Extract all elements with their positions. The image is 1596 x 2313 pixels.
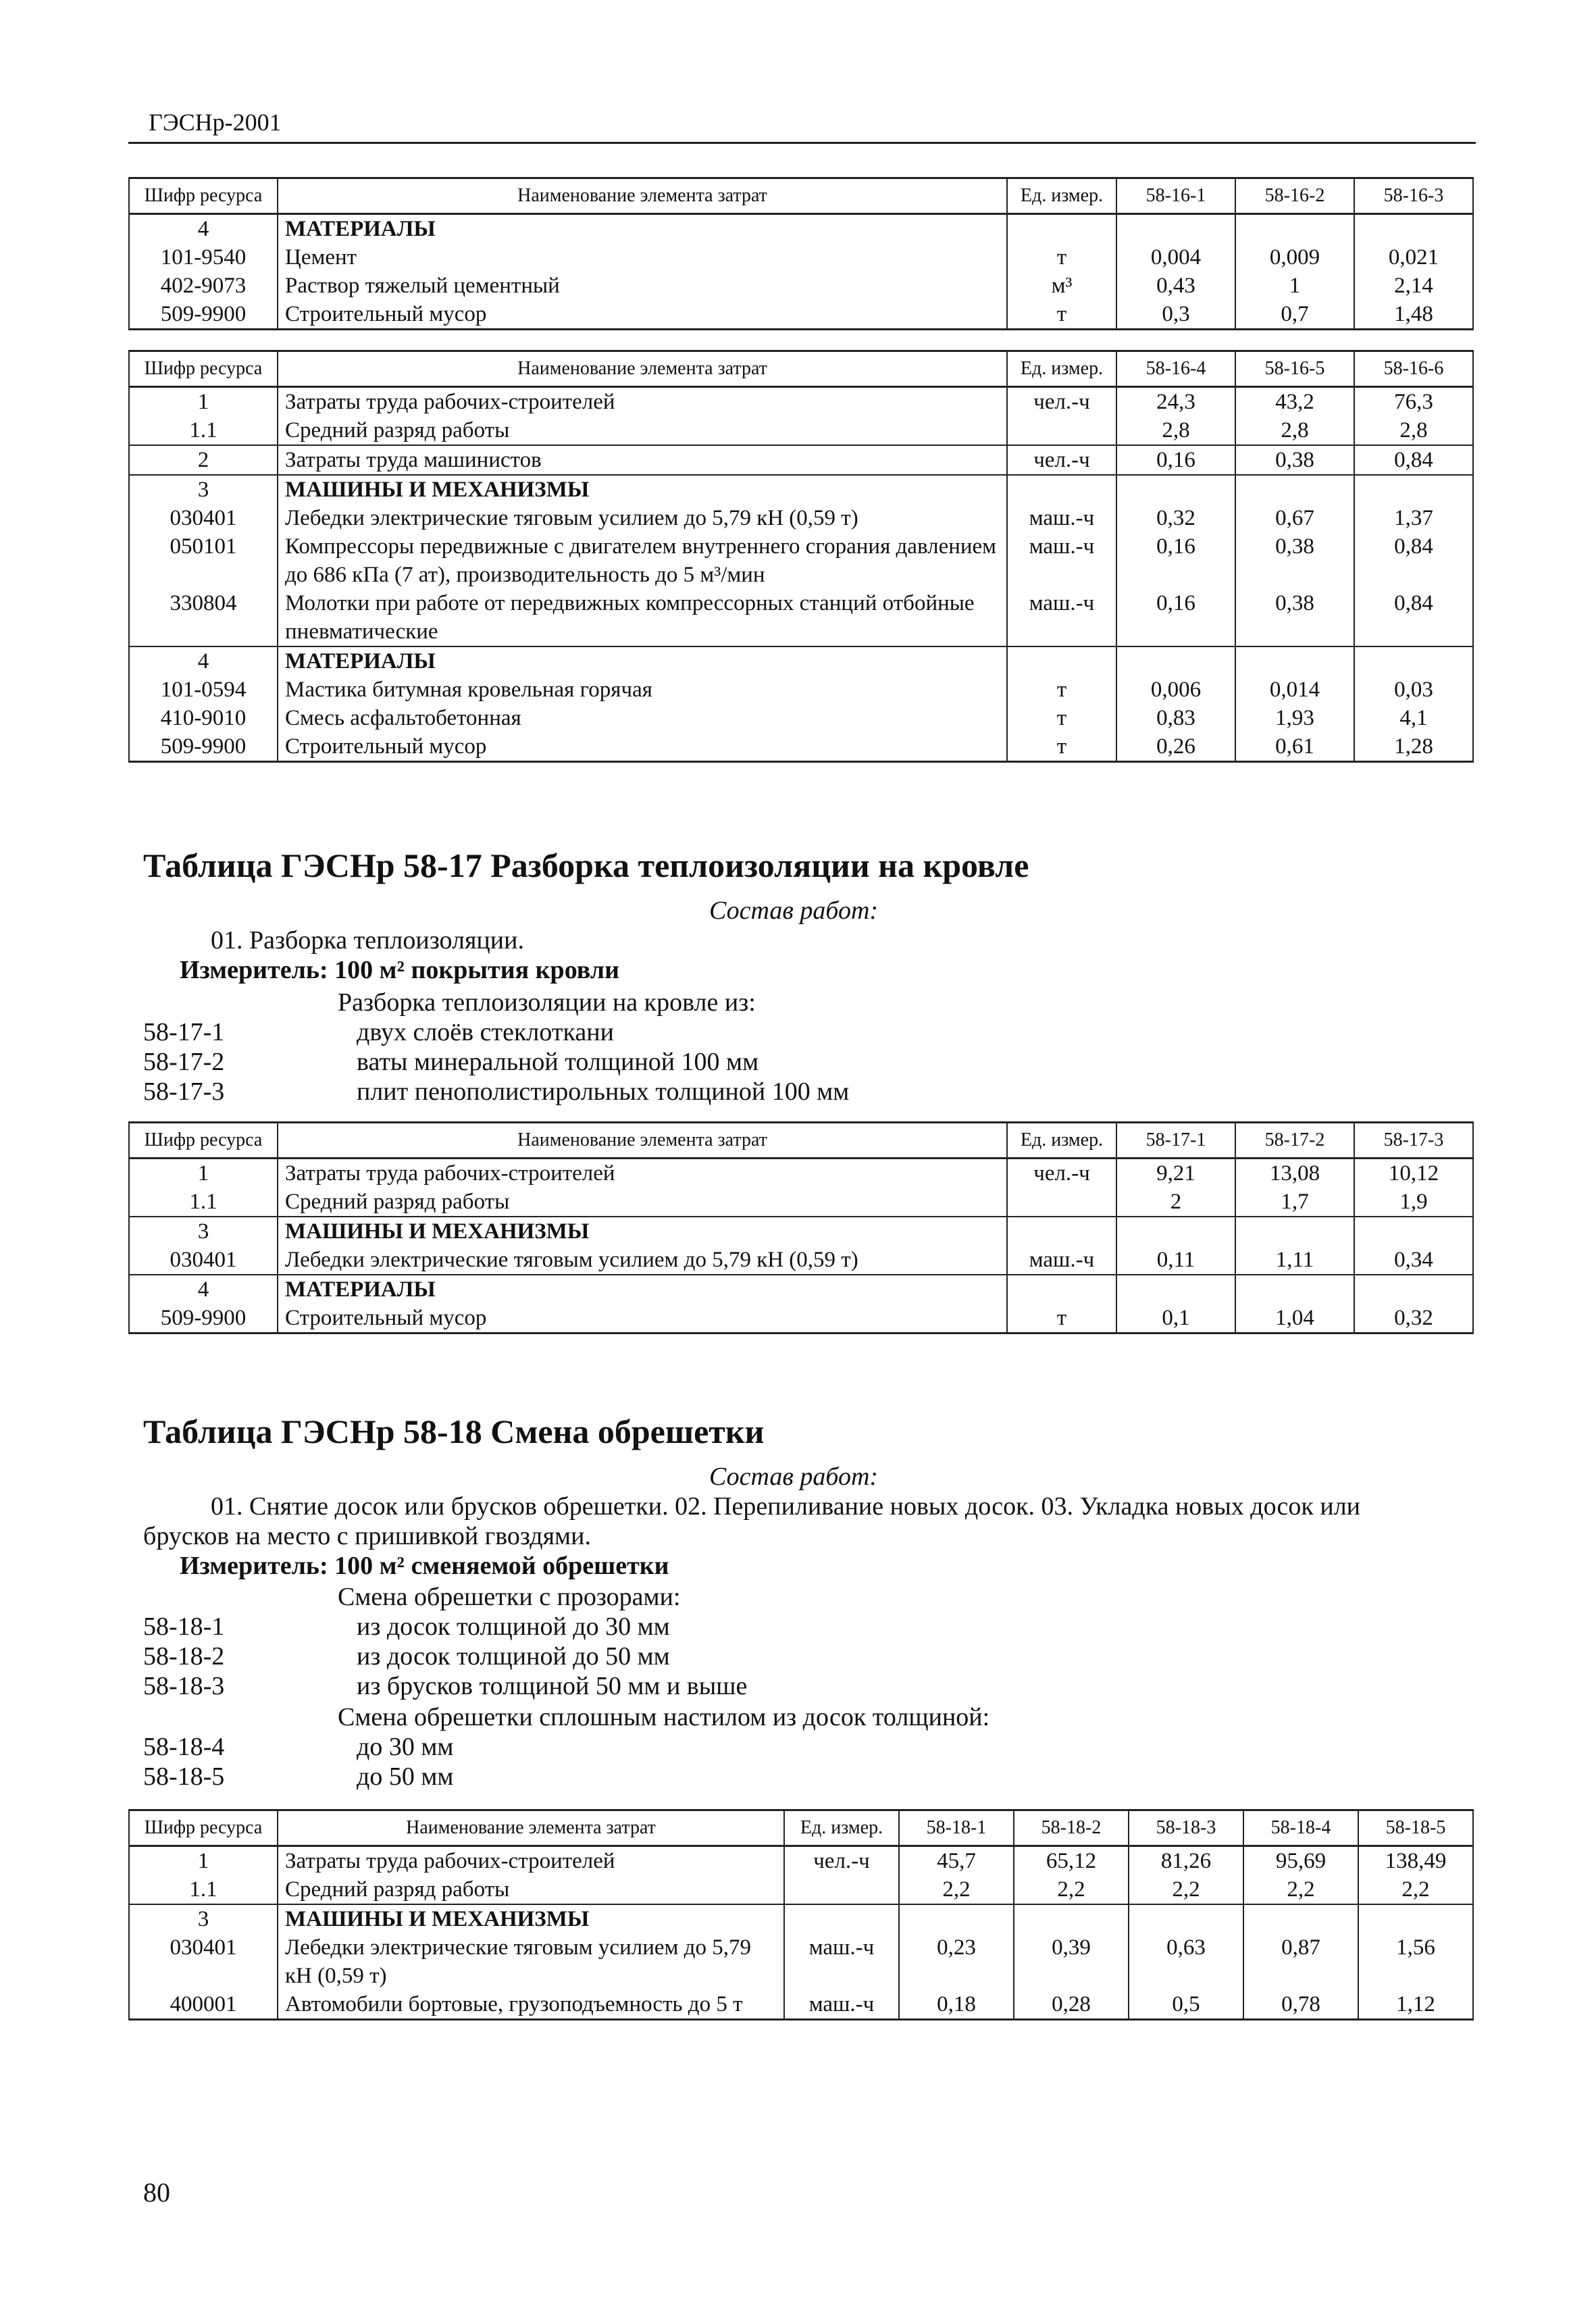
norm-value-cell: 1,04 — [1235, 1304, 1354, 1333]
unit-cell — [1007, 1188, 1116, 1217]
variant-text: из досок толщиной до 50 мм — [357, 1642, 670, 1671]
norm-value-cell: 2,14 — [1354, 272, 1473, 300]
measure-label: Измеритель: — [180, 1552, 328, 1580]
norm-value-cell: 0,26 — [1116, 732, 1235, 762]
norm-value-cell: 24,3 — [1116, 387, 1235, 417]
resource-code-cell: 101-0594 — [129, 676, 278, 704]
resource-code-cell: 1 — [129, 1159, 278, 1188]
resource-code-cell: 030401 — [129, 504, 278, 532]
norm-value-cell: 0,63 — [1129, 1933, 1243, 1990]
unit-cell — [1007, 416, 1116, 445]
cost-element-name-cell: Затраты труда рабочих-строителей — [278, 387, 1007, 417]
norm-value-cell: 1,9 — [1354, 1188, 1473, 1217]
norm-value-cell: 1,56 — [1358, 1933, 1473, 1990]
unit-cell: чел.-ч — [1007, 387, 1116, 417]
cost-element-name-cell: Лебедки электрические тяговым усилием до 5,79 кН (0,59 т) — [278, 1246, 1007, 1275]
work-variant-intro: Смена обрешетки сплошным настилом из досок толщиной: — [338, 1703, 990, 1731]
cost-element-name-cell: Затраты труда машинистов — [278, 445, 1007, 475]
table-row — [129, 1904, 1473, 1933]
norm-value-cell — [1235, 1275, 1354, 1304]
column-header: Наименование элемента затрат — [278, 1123, 1007, 1159]
unit-cell: чел.-ч — [1007, 445, 1116, 475]
table-row — [129, 1275, 1473, 1304]
unit-cell: маш.-ч — [1007, 532, 1116, 589]
norm-value-cell: 10,12 — [1354, 1159, 1473, 1188]
norm-value-cell: 76,3 — [1354, 387, 1473, 417]
variant-code: 58-18-5 — [143, 1762, 225, 1791]
unit-cell: т — [1007, 300, 1116, 330]
norm-value-cell: 65,12 — [1014, 1846, 1129, 1876]
resource-code-cell: 1.1 — [129, 416, 278, 445]
unit-cell — [1007, 214, 1116, 244]
resource-code-cell: 3 — [129, 1217, 278, 1246]
norm-value-cell: 1,48 — [1354, 300, 1473, 330]
variant-text: до 50 мм — [357, 1762, 454, 1791]
column-header: 58-17-1 — [1116, 1123, 1235, 1159]
table-row — [129, 1304, 1473, 1333]
cost-element-name-cell: Раствор тяжелый цементный — [278, 272, 1007, 300]
table-row — [129, 445, 1473, 475]
column-header: 58-17-3 — [1354, 1123, 1473, 1159]
norm-value-cell: 2 — [1116, 1188, 1235, 1217]
norm-value-cell: 0,78 — [1243, 1990, 1358, 2020]
unit-cell: т — [1007, 676, 1116, 704]
norm-value-cell — [1129, 1904, 1243, 1933]
norm-value-cell: 2,2 — [1014, 1875, 1129, 1904]
norm-value-cell: 45,7 — [899, 1846, 1014, 1876]
resource-code-cell: 1.1 — [129, 1875, 278, 1904]
norm-value-cell: 1,28 — [1354, 732, 1473, 762]
table-header-row — [129, 178, 1473, 214]
unit-cell: т — [1007, 1304, 1116, 1333]
norm-value-cell: 0,67 — [1235, 504, 1354, 532]
resource-table-58-16-b — [128, 350, 1474, 763]
norm-value-cell: 9,21 — [1116, 1159, 1235, 1188]
norm-value-cell: 0,84 — [1354, 445, 1473, 475]
norm-value-cell: 2,2 — [899, 1875, 1014, 1904]
norm-value-cell — [1354, 1217, 1473, 1246]
work-variant-intro: Смена обрешетки с прозорами: — [338, 1583, 681, 1611]
unit-cell: маш.-ч — [1007, 589, 1116, 646]
column-header: Ед. измер. — [1007, 351, 1116, 387]
resource-code-cell: 101-9540 — [129, 243, 278, 272]
variant-text: из досок толщиной до 30 мм — [357, 1612, 670, 1641]
variant-code: 58-17-3 — [143, 1077, 225, 1106]
norm-value-cell: 138,49 — [1358, 1846, 1473, 1876]
norm-value-cell: 81,26 — [1129, 1846, 1243, 1876]
norm-value-cell: 1,11 — [1235, 1246, 1354, 1275]
table-row — [129, 475, 1473, 504]
norm-value-cell — [1235, 475, 1354, 504]
norm-value-cell: 0,16 — [1116, 532, 1235, 589]
norm-value-cell: 0,7 — [1235, 300, 1354, 330]
norm-value-cell: 0,009 — [1235, 243, 1354, 272]
norm-value-cell: 0,43 — [1116, 272, 1235, 300]
column-header: 58-18-1 — [899, 1810, 1014, 1846]
table-row — [129, 1990, 1473, 2020]
unit-cell: маш.-ч — [784, 1990, 899, 2020]
measure-value: 100 м² сменяемой обрешетки — [334, 1552, 669, 1580]
table-row — [129, 704, 1473, 732]
norm-value-cell: 2,2 — [1243, 1875, 1358, 1904]
norm-value-cell: 0,3 — [1116, 300, 1235, 330]
column-header: Шифр ресурса — [129, 351, 278, 387]
work-step-text: 01. Разборка теплоизоляции. — [211, 926, 524, 955]
cost-element-name-cell: Строительный мусор — [278, 300, 1007, 330]
resource-code-cell: 509-9900 — [129, 1304, 278, 1333]
resource-code-cell: 3 — [129, 475, 278, 504]
column-header: Наименование элемента затрат — [278, 351, 1007, 387]
norm-value-cell: 0,03 — [1354, 676, 1473, 704]
column-header: Шифр ресурса — [129, 1810, 278, 1846]
resource-code-cell: 4 — [129, 646, 278, 676]
variant-code: 58-17-1 — [143, 1018, 225, 1046]
variant-text: двух слоёв стеклоткани — [357, 1018, 614, 1046]
norm-value-cell — [1116, 1275, 1235, 1304]
norm-value-cell — [1116, 214, 1235, 244]
table-row — [129, 1188, 1473, 1217]
norm-value-cell: 0,006 — [1116, 676, 1235, 704]
norm-value-cell: 0,28 — [1014, 1990, 1129, 2020]
cost-element-name-cell: Строительный мусор — [278, 1304, 1007, 1333]
variant-text: ваты минеральной толщиной 100 мм — [357, 1048, 759, 1076]
variant-code: 58-18-4 — [143, 1733, 225, 1761]
resource-table-58-16-a — [128, 177, 1474, 330]
table-row — [129, 1159, 1473, 1188]
norm-value-cell: 0,84 — [1354, 589, 1473, 646]
column-header: Наименование элемента затрат — [278, 1810, 784, 1846]
table-row — [129, 1875, 1473, 1904]
norm-value-cell: 2,8 — [1235, 416, 1354, 445]
norm-value-cell: 1,7 — [1235, 1188, 1354, 1217]
norm-value-cell: 0,32 — [1116, 504, 1235, 532]
resource-code-cell: 330804 — [129, 589, 278, 646]
header-rule — [128, 142, 1476, 144]
measure-label: Измеритель: — [180, 956, 328, 984]
resource-code-cell: 402-9073 — [129, 272, 278, 300]
work-step-text: 01. Снятие досок или брусков обрешетки. 02. Перепиливание новых досок. 03. Укладка новых досок или — [211, 1492, 1361, 1521]
norm-value-cell — [1235, 646, 1354, 676]
norm-value-cell: 0,38 — [1235, 445, 1354, 475]
table-header-row — [129, 1123, 1473, 1159]
unit-cell — [1007, 1217, 1116, 1246]
column-header: Ед. измер. — [1007, 178, 1116, 214]
cost-element-name-cell: МАШИНЫ И МЕХАНИЗМЫ — [278, 1217, 1007, 1246]
norm-value-cell: 1,12 — [1358, 1990, 1473, 2020]
norm-value-cell: 0,87 — [1243, 1933, 1358, 1990]
column-header: 58-18-5 — [1358, 1810, 1473, 1846]
resource-code-cell: 509-9900 — [129, 300, 278, 330]
unit-cell: маш.-ч — [1007, 504, 1116, 532]
table-row — [129, 589, 1473, 646]
resource-code-cell: 1 — [129, 1846, 278, 1876]
table-row — [129, 300, 1473, 330]
norm-value-cell — [1116, 1217, 1235, 1246]
unit-cell: маш.-ч — [1007, 1246, 1116, 1275]
measure-value: 100 м² покрытия кровли — [334, 956, 619, 984]
norm-value-cell — [1358, 1904, 1473, 1933]
norm-value-cell: 0,004 — [1116, 243, 1235, 272]
norm-value-cell — [1243, 1904, 1358, 1933]
norm-value-cell: 0,39 — [1014, 1933, 1129, 1990]
unit-cell: чел.-ч — [1007, 1159, 1116, 1188]
resource-code-cell: 4 — [129, 214, 278, 244]
unit-cell — [784, 1904, 899, 1933]
norm-value-cell — [1116, 475, 1235, 504]
norm-value-cell: 0,34 — [1354, 1246, 1473, 1275]
column-header: Наименование элемента затрат — [278, 178, 1007, 214]
table-row — [129, 387, 1473, 417]
norm-value-cell: 1 — [1235, 272, 1354, 300]
resource-table-58-18 — [128, 1809, 1474, 2020]
work-composition-heading: Состав работ: — [709, 896, 879, 925]
unit-cell: маш.-ч — [784, 1933, 899, 1990]
norm-value-cell — [1354, 1275, 1473, 1304]
norm-value-cell: 2,2 — [1129, 1875, 1243, 1904]
variant-text: плит пенополистирольных толщиной 100 мм — [357, 1077, 850, 1106]
variant-code: 58-18-2 — [143, 1642, 225, 1671]
unit-cell — [1007, 475, 1116, 504]
cost-element-name-cell: МАТЕРИАЛЫ — [278, 646, 1007, 676]
unit-cell — [1007, 646, 1116, 676]
resource-code-cell: 1.1 — [129, 1188, 278, 1217]
column-header: Шифр ресурса — [129, 1123, 278, 1159]
work-variant-intro: Разборка теплоизоляции на кровле из: — [338, 988, 756, 1017]
column-header: 58-18-3 — [1129, 1810, 1243, 1846]
unit-cell — [1007, 1275, 1116, 1304]
norm-value-cell: 0,1 — [1116, 1304, 1235, 1333]
norm-value-cell: 0,16 — [1116, 445, 1235, 475]
norm-value-cell — [1235, 1217, 1354, 1246]
norm-value-cell — [899, 1904, 1014, 1933]
norm-value-cell: 0,021 — [1354, 243, 1473, 272]
measure-line — [180, 955, 619, 985]
table-row — [129, 243, 1473, 272]
cost-element-name-cell: Затраты труда рабочих-строителей — [278, 1846, 784, 1876]
cost-element-name-cell: Средний разряд работы — [278, 1188, 1007, 1217]
cost-element-name-cell: МАШИНЫ И МЕХАНИЗМЫ — [278, 475, 1007, 504]
column-header: 58-16-1 — [1116, 178, 1235, 214]
table-row — [129, 1217, 1473, 1246]
norm-value-cell: 0,84 — [1354, 532, 1473, 589]
column-header: 58-18-4 — [1243, 1810, 1358, 1846]
norm-value-cell — [1116, 646, 1235, 676]
table-row — [129, 504, 1473, 532]
variant-code: 58-18-1 — [143, 1612, 225, 1641]
work-step-text: брусков на место с пришивкой гвоздями. — [143, 1522, 591, 1550]
resource-code-cell: 050101 — [129, 532, 278, 589]
variant-code: 58-17-2 — [143, 1048, 225, 1076]
running-header: ГЭСНр-2001 — [149, 109, 282, 136]
table-row — [129, 272, 1473, 300]
column-header: Ед. измер. — [1007, 1123, 1116, 1159]
table-header-row — [129, 1810, 1473, 1846]
norm-value-cell: 2,8 — [1354, 416, 1473, 445]
norm-value-cell: 0,23 — [899, 1933, 1014, 1990]
variant-text: до 30 мм — [357, 1733, 454, 1761]
unit-cell: м³ — [1007, 272, 1116, 300]
table-row — [129, 646, 1473, 676]
work-composition-heading: Состав работ: — [709, 1463, 879, 1491]
norm-value-cell: 0,61 — [1235, 732, 1354, 762]
cost-element-name-cell: Компрессоры передвижные с двигателем внутреннего сгорания давлением до 686 кПа (7 ат), производительность до 5 м³/мин — [278, 532, 1007, 589]
resource-code-cell: 410-9010 — [129, 704, 278, 732]
cost-element-name-cell: Молотки при работе от передвижных компрессорных станций отбойные пневматические — [278, 589, 1007, 646]
unit-cell: чел.-ч — [784, 1846, 899, 1876]
column-header: 58-16-6 — [1354, 351, 1473, 387]
table-row — [129, 532, 1473, 589]
cost-element-name-cell: Затраты труда рабочих-строителей — [278, 1159, 1007, 1188]
unit-cell: т — [1007, 243, 1116, 272]
variant-code: 58-18-3 — [143, 1672, 225, 1700]
column-header: 58-16-4 — [1116, 351, 1235, 387]
column-header: 58-16-3 — [1354, 178, 1473, 214]
unit-cell: т — [1007, 704, 1116, 732]
norm-value-cell — [1014, 1904, 1129, 1933]
norm-value-cell: 13,08 — [1235, 1159, 1354, 1188]
norm-value-cell: 0,014 — [1235, 676, 1354, 704]
table-header-row — [129, 351, 1473, 387]
norm-value-cell: 0,5 — [1129, 1990, 1243, 2020]
column-header: 58-17-2 — [1235, 1123, 1354, 1159]
cost-element-name-cell: Средний разряд работы — [278, 416, 1007, 445]
column-header: 58-18-2 — [1014, 1810, 1129, 1846]
cost-element-name-cell: МАТЕРИАЛЫ — [278, 214, 1007, 244]
column-header: Шифр ресурса — [129, 178, 278, 214]
cost-element-name-cell: Строительный мусор — [278, 732, 1007, 762]
norm-value-cell: 1,37 — [1354, 504, 1473, 532]
cost-element-name-cell: МАТЕРИАЛЫ — [278, 1275, 1007, 1304]
table-row — [129, 676, 1473, 704]
norm-value-cell: 1,93 — [1235, 704, 1354, 732]
resource-code-cell: 030401 — [129, 1246, 278, 1275]
norm-value-cell: 0,83 — [1116, 704, 1235, 732]
norm-value-cell: 43,2 — [1235, 387, 1354, 417]
norm-value-cell: 2,2 — [1358, 1875, 1473, 1904]
norm-value-cell: 0,32 — [1354, 1304, 1473, 1333]
norm-value-cell — [1354, 214, 1473, 244]
unit-cell — [784, 1875, 899, 1904]
table-row — [129, 214, 1473, 244]
column-header: 58-16-5 — [1235, 351, 1354, 387]
table-row — [129, 416, 1473, 445]
table-row — [129, 732, 1473, 762]
cost-element-name-cell: Мастика битумная кровельная горячая — [278, 676, 1007, 704]
resource-table-58-17 — [128, 1121, 1474, 1334]
table-row — [129, 1933, 1473, 1990]
resource-code-cell: 400001 — [129, 1990, 278, 2020]
norm-value-cell: 2,8 — [1116, 416, 1235, 445]
norm-value-cell — [1235, 214, 1354, 244]
norm-value-cell: 0,18 — [899, 1990, 1014, 2020]
variant-text: из брусков толщиной 50 мм и выше — [357, 1672, 748, 1700]
norm-value-cell: 0,11 — [1116, 1246, 1235, 1275]
resource-code-cell: 3 — [129, 1904, 278, 1933]
cost-element-name-cell: Смесь асфальтобетонная — [278, 704, 1007, 732]
cost-element-name-cell: МАШИНЫ И МЕХАНИЗМЫ — [278, 1904, 784, 1933]
cost-element-name-cell: Автомобили бортовые, грузоподъемность до 5 т — [278, 1990, 784, 2020]
norm-value-cell — [1354, 475, 1473, 504]
table-row — [129, 1846, 1473, 1876]
unit-cell: т — [1007, 732, 1116, 762]
norm-value-cell: 95,69 — [1243, 1846, 1358, 1876]
cost-element-name-cell: Лебедки электрические тяговым усилием до 5,79 кН (0,59 т) — [278, 504, 1007, 532]
table-row — [129, 1246, 1473, 1275]
column-header: Ед. измер. — [784, 1810, 899, 1846]
table-title-58-17: Таблица ГЭСНр 58-17 Разборка теплоизоляции на кровле — [143, 846, 1029, 884]
measure-line — [180, 1551, 669, 1581]
norm-value-cell: 0,16 — [1116, 589, 1235, 646]
cost-element-name-cell: Лебедки электрические тяговым усилием до 5,79 кН (0,59 т) — [278, 1933, 784, 1990]
column-header: 58-16-2 — [1235, 178, 1354, 214]
resource-code-cell: 1 — [129, 387, 278, 417]
cost-element-name-cell: Цемент — [278, 243, 1007, 272]
norm-value-cell: 0,38 — [1235, 532, 1354, 589]
resource-code-cell: 030401 — [129, 1933, 278, 1990]
page-number: 80 — [143, 2177, 170, 2208]
norm-value-cell: 4,1 — [1354, 704, 1473, 732]
resource-code-cell: 4 — [129, 1275, 278, 1304]
norm-value-cell: 0,38 — [1235, 589, 1354, 646]
cost-element-name-cell: Средний разряд работы — [278, 1875, 784, 1904]
table-title-58-18: Таблица ГЭСНр 58-18 Смена обрешетки — [143, 1413, 765, 1450]
resource-code-cell: 2 — [129, 445, 278, 475]
norm-value-cell — [1354, 646, 1473, 676]
resource-code-cell: 509-9900 — [129, 732, 278, 762]
